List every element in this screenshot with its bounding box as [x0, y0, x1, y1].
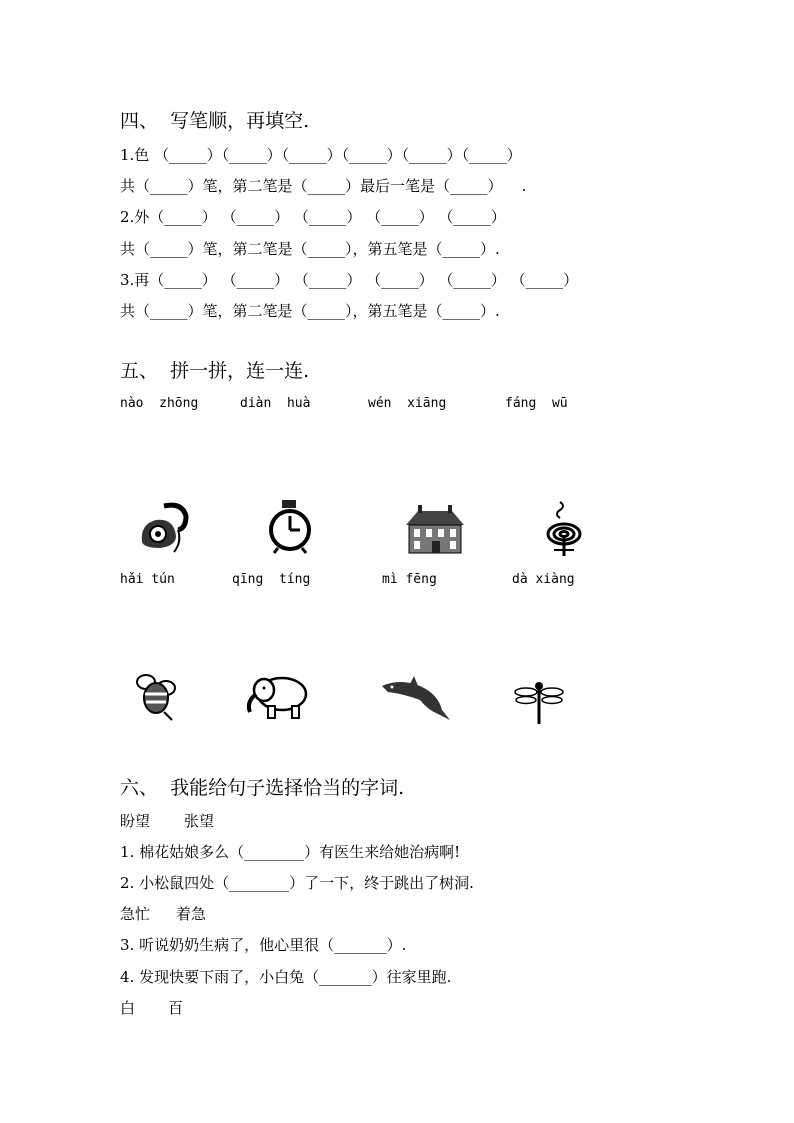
- word-option-bai-hundred: 百: [168, 999, 184, 1017]
- pinyin-haitun: hǎi tún: [120, 572, 175, 587]
- word-option-panwang: 盼望: [120, 812, 151, 830]
- pinyin-daxiang: dà xiàng: [512, 572, 575, 587]
- section4-line-1[interactable]: 1.色 （_____）（_____）（_____）（_____）（_____）（_____）: [120, 146, 522, 164]
- pinyin-fangwu: fáng wū: [505, 396, 568, 411]
- section4-line-6[interactable]: 共（_____）笔，第二笔是（_____），第五笔是（_____）.: [120, 302, 500, 320]
- telephone-icon[interactable]: [134, 498, 190, 556]
- question-2[interactable]: 2. 小松鼠四处（________）了一下，终于跳出了树洞.: [120, 874, 474, 892]
- question-1[interactable]: 1. 棉花姑娘多么（________）有医生来给她治病啊!: [120, 843, 461, 861]
- word-option-zhaoji: 着急: [176, 905, 207, 923]
- elephant-icon[interactable]: [244, 672, 310, 720]
- word-option-jimang: 急忙: [120, 905, 151, 923]
- section6-heading: 六、 我能给句子选择恰当的字词.: [120, 777, 405, 799]
- bee-icon[interactable]: [132, 668, 180, 722]
- section4-line-2[interactable]: 共（_____）笔，第二笔是（_____）最后一笔是（_____） .: [120, 177, 527, 195]
- question-3[interactable]: 3. 听说奶奶生病了，他心里很（_______）.: [120, 936, 407, 954]
- section4-line-3[interactable]: 2.外（_____） （_____） （_____） （_____） （_____）: [120, 208, 506, 226]
- pinyin-qingting: qīng tíng: [232, 572, 311, 587]
- word-option-bai-white: 白: [120, 999, 136, 1017]
- mosquito-coil-icon[interactable]: [540, 500, 588, 558]
- pinyin-naozhong: nào zhōng: [120, 396, 199, 411]
- word-option-zhangwang: 张望: [184, 812, 215, 830]
- section4-line-4[interactable]: 共（_____）笔，第二笔是（_____），第五笔是（_____）.: [120, 240, 500, 258]
- pinyin-wenxiang: wén xiāng: [368, 396, 447, 411]
- pinyin-mifeng: mì fēng: [382, 572, 437, 587]
- section5-heading: 五、 拼一拼，连一连.: [120, 360, 310, 382]
- pinyin-dianhua: diàn huà: [240, 396, 311, 411]
- dolphin-icon[interactable]: [380, 676, 452, 724]
- question-4[interactable]: 4. 发现快要下雨了，小白兔（_______）往家里跑.: [120, 968, 452, 986]
- section4-heading: 四、 写笔顺，再填空.: [120, 110, 310, 132]
- dragonfly-icon[interactable]: [514, 680, 564, 726]
- section4-line-5[interactable]: 3.再（_____） （_____） （_____） （_____） （_____） （_____）: [120, 271, 579, 289]
- house-icon[interactable]: [404, 505, 466, 555]
- alarm-clock-icon[interactable]: [264, 498, 316, 554]
